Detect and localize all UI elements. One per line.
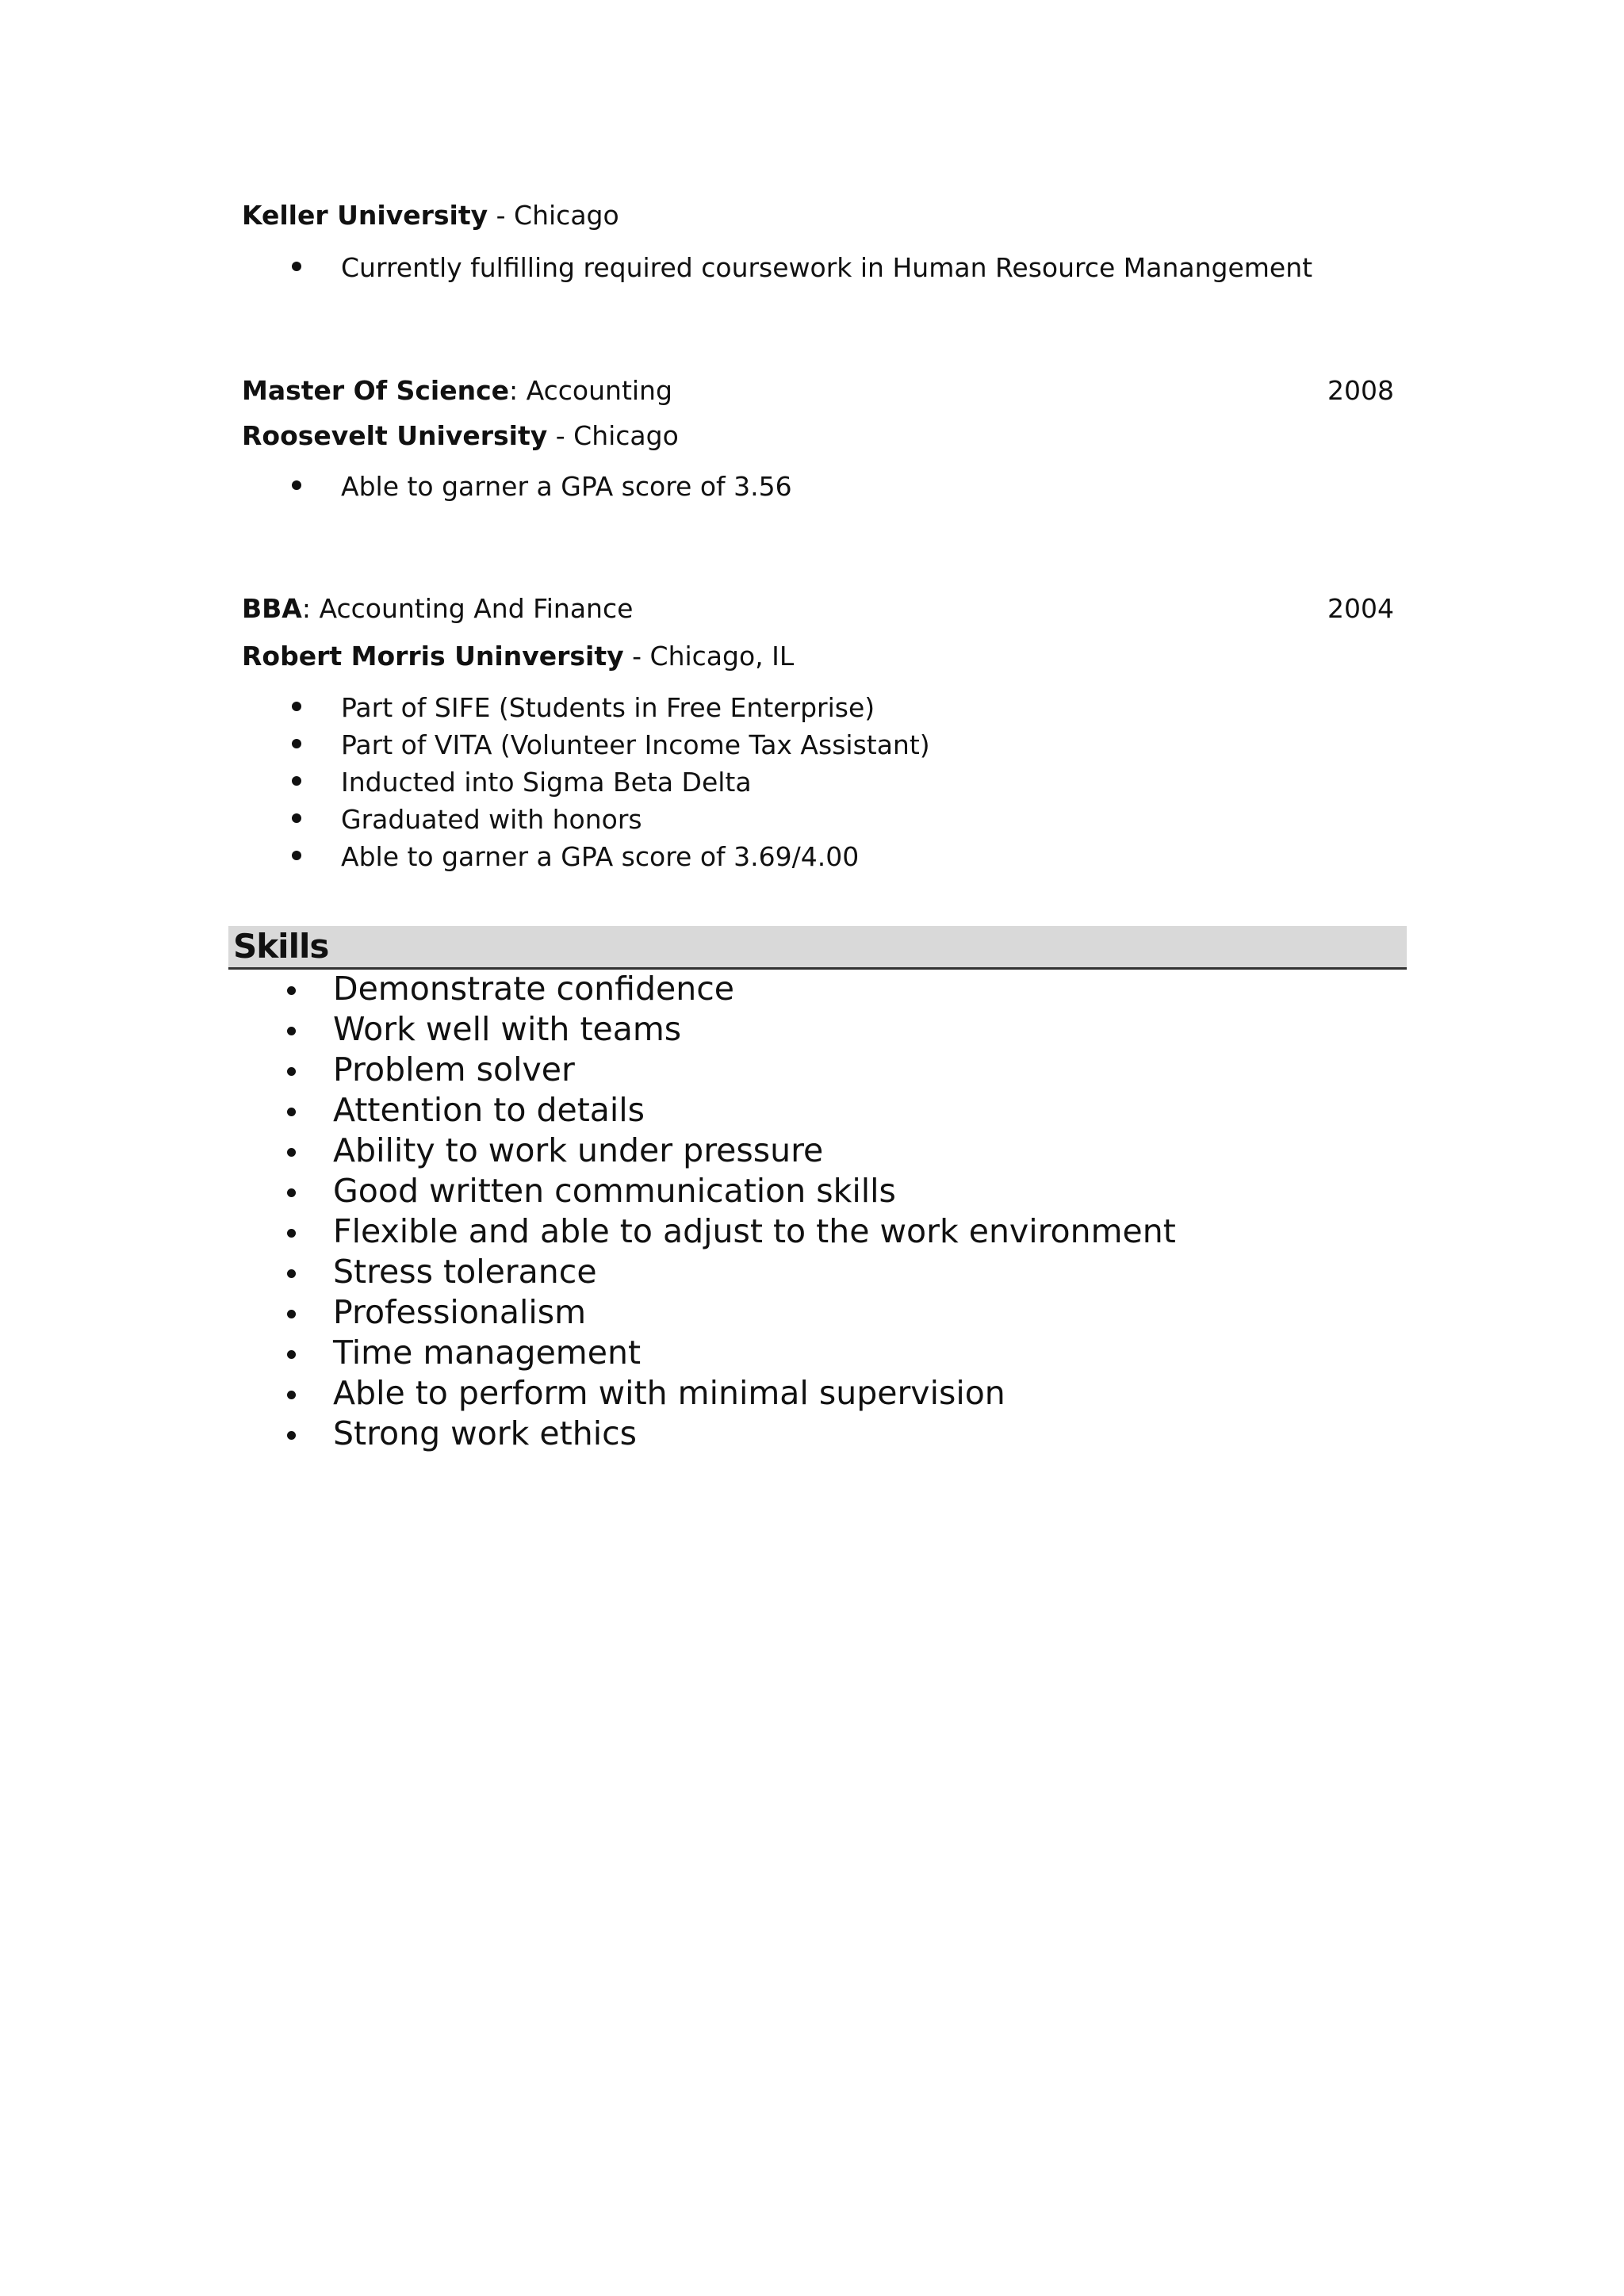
degree-field: : Accounting: [509, 375, 672, 406]
roosevelt-bullets: [0, 468, 792, 505]
list-item: Able to garner a GPA score of 3.69/4.00: [0, 838, 930, 875]
bullet-icon: [287, 1108, 296, 1116]
list-item: Currently fulfilling required coursework in Human Resource Manangement: [0, 249, 1312, 286]
degree-name: BBA: [242, 593, 302, 624]
bullet-icon: [287, 986, 296, 995]
bullet-icon: [287, 1431, 296, 1440]
bullet-icon: [292, 851, 301, 860]
school-line-keller: [242, 200, 619, 231]
list-item: Attention to details: [0, 1090, 1176, 1131]
bullet-icon: [287, 1350, 296, 1359]
list-item: Professionalism: [0, 1292, 1176, 1333]
list-item: Part of SIFE (Students in Free Enterprise): [0, 689, 930, 726]
bullet-icon: [287, 1269, 296, 1278]
bullet-icon: [287, 1148, 296, 1157]
list-item: Able to garner a GPA score of 3.56: [0, 468, 792, 505]
bullet-icon: [292, 702, 301, 711]
bullet-icon: [292, 739, 301, 748]
bullet-icon: [287, 1391, 296, 1399]
robert-morris-bullets: [0, 689, 930, 875]
bullet-icon: [287, 1067, 296, 1076]
skills-list: [0, 969, 1176, 1454]
degree-name: Master Of Science: [242, 375, 510, 406]
school-name: Keller University: [242, 200, 488, 231]
school-line-roosevelt: [242, 420, 679, 451]
school-line-robert-morris: [242, 641, 794, 672]
list-item: Able to perform with minimal supervision: [0, 1373, 1176, 1414]
list-item: Flexible and able to adjust to the work environment: [0, 1211, 1176, 1252]
list-item: Part of VITA (Volunteer Income Tax Assistant): [0, 726, 930, 763]
bullet-icon: [292, 262, 301, 271]
list-item: Stress tolerance: [0, 1252, 1176, 1292]
school-name: Roosevelt University: [242, 420, 548, 451]
bullet-icon: [287, 1188, 296, 1197]
bullet-icon: [292, 776, 301, 786]
list-item: Ability to work under pressure: [0, 1131, 1176, 1171]
bullet-icon: [287, 1310, 296, 1318]
school-location: - Chicago, IL: [623, 641, 795, 672]
school-name: Robert Morris Uninversity: [242, 641, 624, 672]
keller-bullets: [0, 249, 1312, 286]
list-item: Graduated with honors: [0, 801, 930, 838]
list-item: Work well with teams: [0, 1009, 1176, 1050]
list-item: Strong work ethics: [0, 1414, 1176, 1454]
degree-line-bba: [242, 593, 633, 624]
list-item: Inducted into Sigma Beta Delta: [0, 763, 930, 801]
school-location: - Chicago: [547, 420, 679, 451]
bullet-icon: [292, 480, 301, 490]
bullet-icon: [292, 813, 301, 823]
degree-year: 2004: [1327, 593, 1394, 624]
degree-line-ms: [242, 375, 672, 406]
bullet-icon: [287, 1027, 296, 1035]
list-item: Time management: [0, 1333, 1176, 1373]
list-item: Problem solver: [0, 1050, 1176, 1090]
degree-field: : Accounting And Finance: [301, 593, 634, 624]
degree-year: 2008: [1327, 375, 1394, 406]
list-item: Demonstrate confidence: [0, 969, 1176, 1009]
skills-section-header: [228, 926, 1407, 970]
bullet-icon: [287, 1229, 296, 1238]
list-item: Good written communication skills: [0, 1171, 1176, 1211]
school-location: - Chicago: [488, 200, 619, 231]
section-title: Skills: [233, 927, 329, 966]
